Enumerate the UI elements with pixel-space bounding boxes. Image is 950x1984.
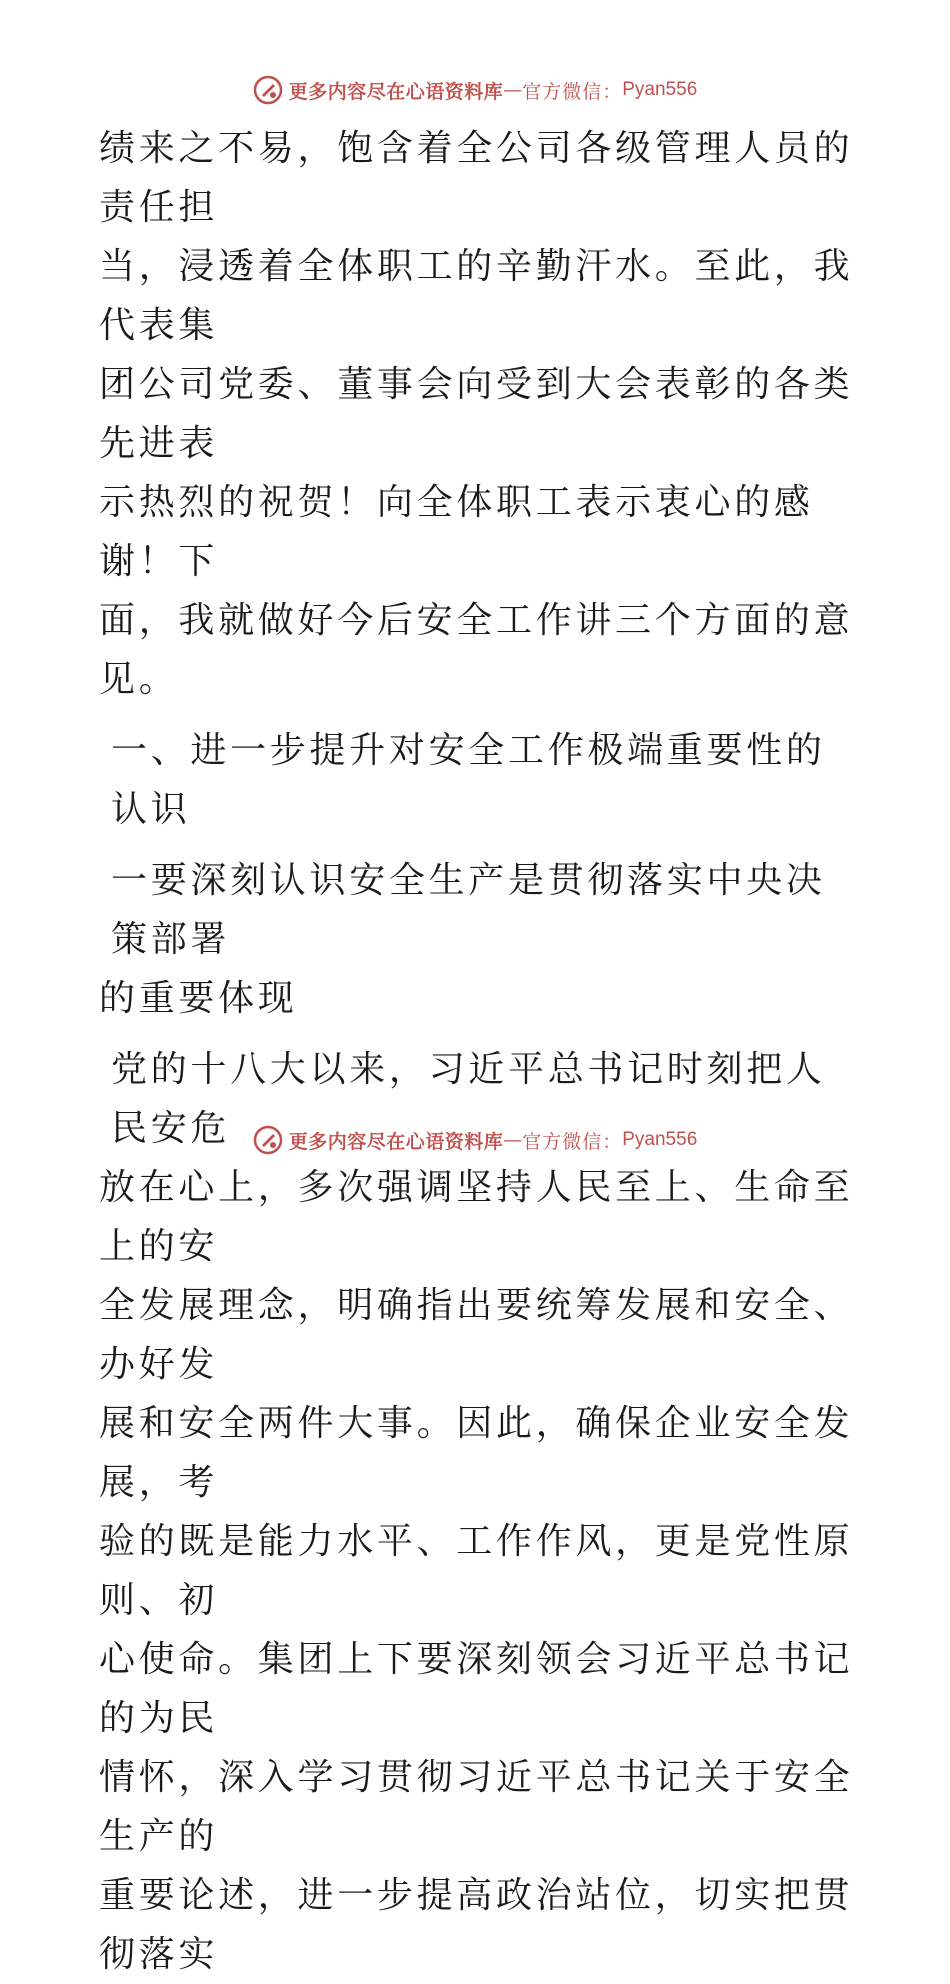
- banner-wechat-label: 官方微信：: [522, 1130, 623, 1153]
- banner-dash: —: [503, 1129, 523, 1151]
- text-line: 验的既是能力水平、工作作风，更是党性原则、初: [99, 1521, 854, 1621]
- text-line: 党的十八大以来，习近平总书记时刻把人民安危: [111, 1049, 826, 1149]
- paragraph-1: [99, 119, 859, 709]
- text-line: 示热烈的祝贺！向全体职工表示衷心的感谢！下: [99, 482, 814, 582]
- section-heading: 一、进一步提升对安全工作极端重要性的认识: [111, 730, 826, 830]
- text-line: 展和安全两件大事。因此，确保企业安全发展，考: [99, 1403, 854, 1503]
- text-line: 一要深刻认识安全生产是贯彻落实中央决策部署: [111, 860, 826, 960]
- text-line: 放在心上，多次强调坚持人民至上、生命至上的安: [99, 1167, 854, 1267]
- library-logo-icon: [253, 75, 283, 105]
- paragraph-2: [99, 1040, 859, 1984]
- subsection-heading: [99, 851, 859, 1028]
- banner-wechat-id: Pyan556: [622, 79, 698, 100]
- text-line: 全发展理念，明确指出要统筹发展和安全、办好发: [99, 1285, 854, 1385]
- header-banner: [0, 70, 950, 110]
- banner-main-text: 更多内容尽在心语资料库: [288, 80, 504, 103]
- footer-banner: [0, 1120, 950, 1160]
- text-line: 面，我就做好今后安全工作讲三个方面的意见。: [99, 600, 854, 700]
- text-line: 绩来之不易，饱含着全公司各级管理人员的责任担: [99, 128, 854, 228]
- text-line: 的重要体现: [99, 978, 298, 1019]
- banner-wechat-label: 官方微信：: [522, 80, 623, 103]
- document-body: [99, 119, 859, 1984]
- text-line: 情怀，深入学习贯彻习近平总书记关于安全生产的: [99, 1757, 854, 1857]
- text-line: 心使命。集团上下要深刻领会习近平总书记的为民: [99, 1639, 854, 1739]
- text-line: 重要论述，进一步提高政治站位，切实把贯彻落实: [99, 1875, 854, 1975]
- library-logo-icon: [253, 1125, 283, 1155]
- text-line: 团公司党委、董事会向受到大会表彰的各类先进表: [99, 364, 854, 464]
- text-line: 当，浸透着全体职工的辛勤汗水。至此，我代表集: [99, 246, 854, 346]
- banner-main-text: 更多内容尽在心语资料库: [288, 1130, 504, 1153]
- banner-wechat-id: Pyan556: [622, 1129, 698, 1150]
- banner-dash: —: [503, 79, 523, 101]
